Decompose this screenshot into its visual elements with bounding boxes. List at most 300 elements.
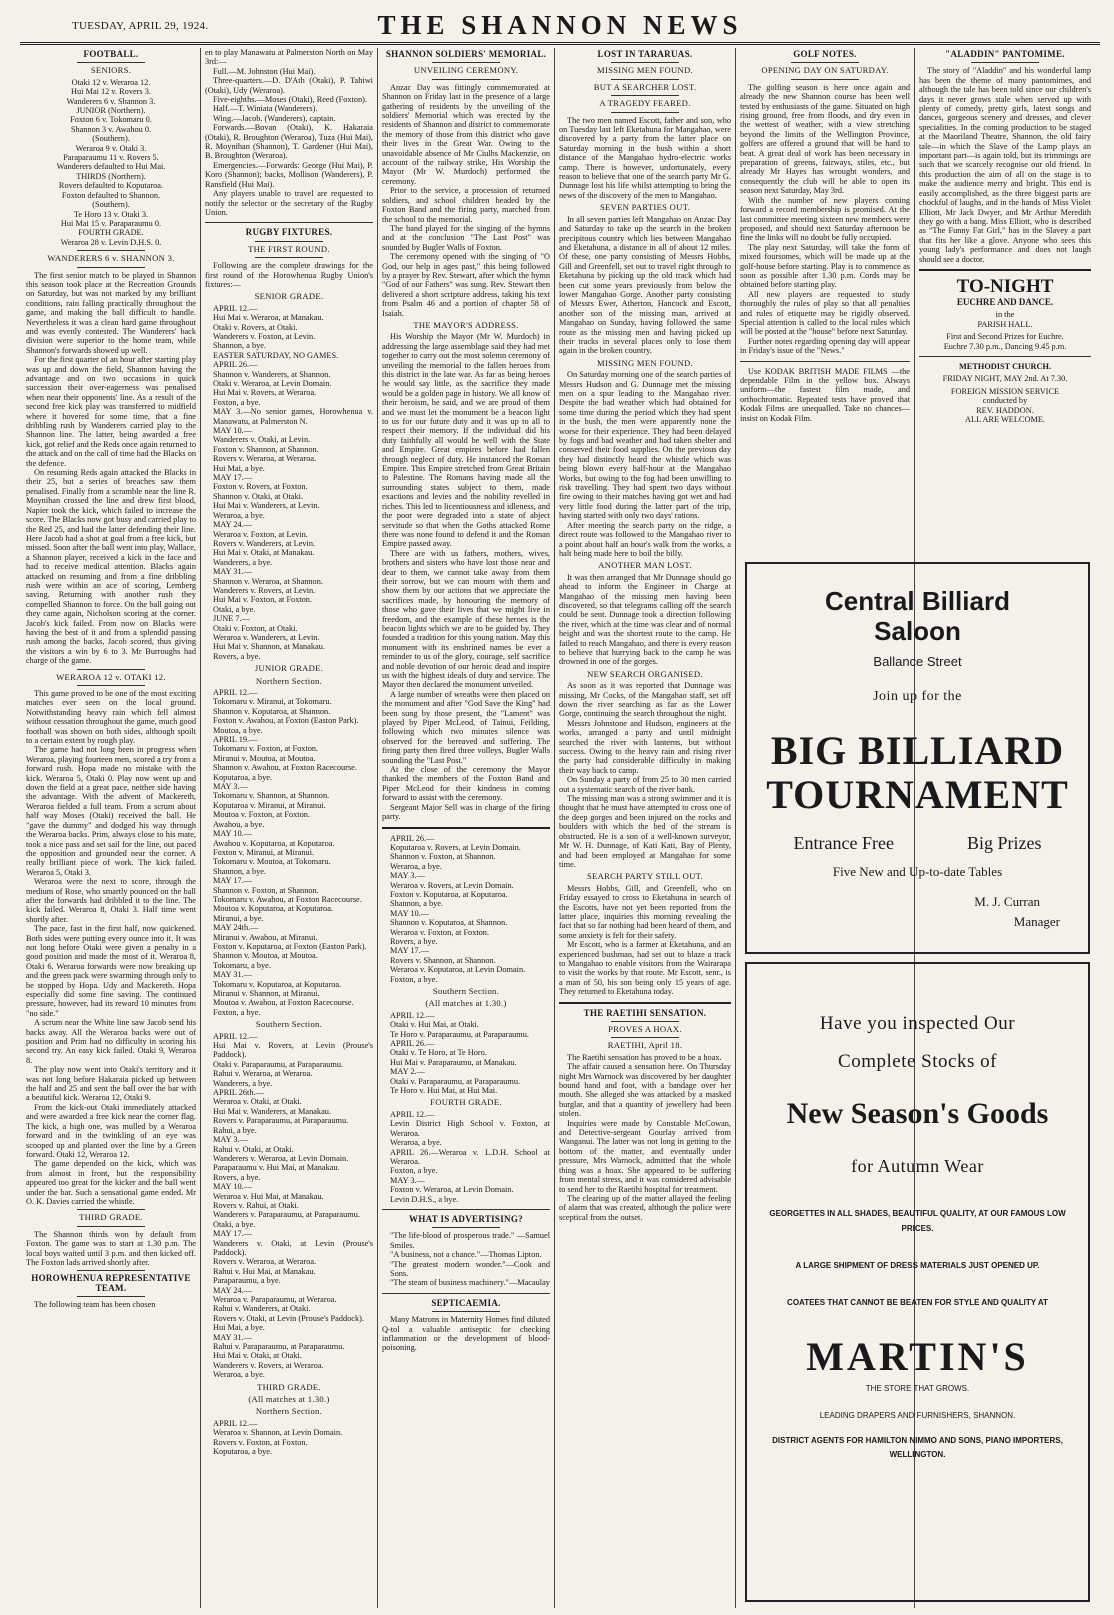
- football-heading: FOOTBALL.: [83, 49, 139, 59]
- fixture-line: Shannon v. Moutoa, at Moutoa.: [213, 951, 318, 961]
- fixture-line: Rovers v. Wanderers, at Levin.: [213, 538, 316, 548]
- fixture-line: Otaki v. Foxton, at Otaki.: [213, 623, 298, 633]
- fixtures-heading: RUGBY FIXTURES.: [245, 227, 333, 238]
- divider: [971, 62, 1040, 63]
- fixture-line: MAY 17.—: [213, 1229, 253, 1239]
- billiard-prizes: Big Prizes: [966, 833, 1042, 853]
- result-line: Wanderers defaulted to Hui Mai.: [56, 162, 166, 172]
- fixture-line: Foxton v. Miranui, at Miranui.: [213, 847, 315, 857]
- billiard-join: Join up for the: [873, 689, 962, 704]
- fixture-line: MAY 24.—: [213, 1285, 253, 1295]
- article-paragraph: Emergencies.—Forwards: George (Hui Mai), P. Koro (Shannon); backs, Mollison (Wanderers), P. Ransfield (Hui Mai).: [205, 160, 373, 189]
- fixture-line: Weraroa v. Hui Mai, at Manakau.: [213, 1191, 324, 1201]
- billiard-manager-name: M. J. Curran: [974, 894, 1040, 909]
- fixture-list: [382, 1110, 550, 1204]
- result-line: Te Horo 13 v. Otaki 3.: [73, 209, 149, 219]
- article-paragraph: The story of "Aladdin" and his wonderful lamp has been the theme of many pantomimes, and although the tale has been told since our children's days it never grows stale when served up with plenty of comedy, pretty girls, latest songs and dances, gorgeous scenery and dresses, and clever specialities. In the coming production to be staged at the Maoriland Theatre, Shannon, the old fairy tale—in which the Slave of the Lamp plays an important part—is again told, but its trimmings are such that we scarcely recognise our old friend. In this production the aim of all on the stage is to make the audience merry and bright. This end is easily accomplished, as the three biggest parts are chockful of laughs, and in the hands of Miss Violet Elliott, Mr Jack Dwyer, and Mr Arthur Meredith they go with a bang. Miss Elliott, who is described as "The Funny Fat Girl," has in the Slavey a part that fits her like a glove. Anyone who sees this young lady's performance and does not laugh should see a doctor.: [919, 66, 1091, 264]
- divider: [611, 112, 680, 113]
- section-heading: Northern Section.: [255, 1406, 323, 1417]
- quote-line: "The life-blood of prosperous trade." —Samuel Smiles.: [390, 1231, 550, 1250]
- church-heading: METHODIST CHURCH.: [958, 361, 1052, 371]
- fixture-line: APRIL 19.—: [213, 735, 258, 745]
- article-paragraph: Inquiries were made by Constable McCowan, and Detective-sergeant Gourlay arrived from Wanganui. The latter was not long in getting to the bottom of the matter, and eventually under pressure, Mrs Warnock, admitted that the whole thing was a hoax. She appeared to be suffering from mental stress, and it was considered advisable to send her to the Raetihi hospital for treatment.: [559, 1118, 731, 1194]
- masthead: [20, 6, 1100, 45]
- column-divider: [554, 48, 555, 1608]
- fixture-line: Weraroa v. Foxton, at Levin.: [213, 529, 308, 539]
- divider: [77, 669, 145, 670]
- fixture-line: Moutoa v. Awahou, at Foxton Racecourse.: [213, 998, 354, 1008]
- divider: [432, 1311, 499, 1312]
- fixture-line: Shannon v. Weraroa, at Shannon.: [213, 576, 323, 586]
- column-tararuas: [559, 48, 731, 1610]
- martins-autumn: for Autumn Wear: [851, 1156, 984, 1176]
- article-paragraph: On Saturday morning one of the search parties of Messrs Hudson and G. Dunnage met the missing men on a spur leading to the Mangahao river. Despite the bad weather which had obtained for some time during the period which they had spent in the bush, the men were apparently none the worse for their experience. They had been delayed by fogs and bad weather and had taken shelter and conserved their food supplies. On the previous day they had distinctly heard the whistle which was being blown every half-hour at the Mangahao Works, but owing to the fog had been unwilling to risk travelling. They had spent two days without fire owing to their matches having got wet and had very little food during the latter part of the trip, having started with only two days' rations.: [559, 370, 731, 521]
- fixture-line: APRIL 12.—: [390, 1109, 435, 1119]
- fixture-line: Tokomaru v. Awahou, at Foxton Racecourse.: [213, 894, 362, 904]
- fixture-line: Weraroa, a bye.: [390, 861, 442, 871]
- fixture-line: Foxton v. Rovers, at Foxton.: [213, 482, 308, 492]
- result-line: (Southern).: [92, 200, 130, 210]
- article-paragraph: Any players unable to travel are requested to notify the selector or the secretary of the Rugby Union.: [205, 189, 373, 217]
- fixture-line: Hui Mai v. Rovers, at Weraroa.: [213, 388, 317, 398]
- fixture-line: Foxton v. Weraroa, at Levin Domain.: [390, 1185, 514, 1195]
- fixture-line: Rahui v. Weraroa, at Weraroa.: [213, 1069, 313, 1079]
- fixture-line: Hui Mai v. Otaki, at Otaki.: [213, 1351, 302, 1361]
- article-paragraph: Mr Escott, who is a farmer at Eketahuna, and an experienced bushman, had set out to blaze a track to Mangahao to enable visitors from the Wairarapa to visit the works by that route. Mr Escott, senr., is a man of 50, his son being only 15 years of age. They returned to Eketahuna today.: [559, 940, 731, 997]
- newspaper-title: THE SHANNON NEWS: [377, 10, 743, 40]
- fixture-line: Weraroa v. Koputaroa, at Levin Domain.: [390, 965, 526, 975]
- article-paragraph: Wing.—Jacob. (Wanderers), captain.: [213, 113, 336, 123]
- kodak-notice: Use KODAK BRITISH MADE FILMS —the dependable Film in the yellow box. Always uniform—the fastest film made, and orthochromatic. Repeated tests have proved that Kodak Films are unequalled. Take no chances—insist on Kodak Film.: [740, 366, 910, 423]
- fixture-line: Weraroa v. Shannon, at Levin Domain.: [213, 1428, 343, 1438]
- fixture-line: APRIL 26.—: [390, 833, 435, 843]
- fixture-line: MAY 31.—: [213, 970, 253, 980]
- article-paragraph: On Sunday a party of from 25 to 30 men carried out a systematic search of the river bank.: [559, 775, 731, 794]
- fixture-line: Rovers v. Weraroa, at Weraroa.: [213, 1257, 317, 1267]
- fixture-line: MAY 3.—: [213, 1135, 248, 1145]
- article-paragraph: The two men named Escott, father and son, who on Tuesday last left Eketahuna for Mangahao, were discovered by a party from the latter place on Saturday morning in the bush within a short distance of the Mangahao hydro-electric works camp. There is however, unfortunately, every reason to believe that one of the search party Mr G. Dunnage lost his life whilst attempting to bring the news of the discovery of the men to Mangahao.: [559, 115, 731, 200]
- fixture-line: APRIL 26.—Weraroa v. L.D.H. School at Weraroa.: [390, 1147, 550, 1166]
- fixture-line: Miranui v. Awahou, at Miranui.: [213, 932, 318, 942]
- result-line: Foxton defaulted to Shannon.: [61, 190, 161, 200]
- martins-slogan: THE STORE THAT GROWS.: [865, 1384, 970, 1393]
- fixture-line: APRIL 12.—: [390, 1010, 435, 1020]
- fixture-line: Otaki, a bye.: [213, 1219, 256, 1229]
- divider: [255, 241, 322, 242]
- fixture-line: Koputaroa, a bye.: [213, 1447, 272, 1457]
- martins-agents: DISTRICT AGENTS FOR HAMILTON NIMMO AND SONS, PIANO IMPORTERS, WELLINGTON.: [772, 1436, 1063, 1459]
- martins-coatees: COATEES THAT CANNOT BE BEATEN FOR STYLE AND QUALITY AT: [787, 1298, 1048, 1307]
- article-paragraph: With the number of new players coming forward a record membership is promised. At the last committee meeting sixteen new members were proposed, and should next Saturday afternoon be fine the links will no doubt be fully occupied.: [740, 195, 910, 243]
- fixture-line: Tokomaru v. Moutoa, at Tokomaru.: [213, 857, 331, 867]
- result-line: Hui Mai 15 v. Paraparaumu 0.: [60, 218, 162, 228]
- martins-leading: LEADING DRAPERS AND FURNISHERS, SHANNON.: [819, 1411, 1016, 1420]
- divider: [77, 1226, 145, 1227]
- fixture-line: Weraroa v. Rovers, at Levin Domain.: [390, 880, 514, 890]
- fixture-line: Otaki v. Paraparaumu, at Paraparaumu.: [213, 1059, 344, 1069]
- subheading: SEARCH PARTY STILL OUT.: [586, 871, 704, 882]
- subheading: PROVES A HOAX.: [608, 1024, 682, 1034]
- fixture-line: Moutoa, a bye.: [213, 725, 263, 735]
- grade-heading: THIRD GRADE.: [257, 1381, 321, 1392]
- fixture-line: APRIL 12.—: [213, 688, 258, 697]
- fixture-line: Miranui v. Shannon, at Miranui.: [213, 989, 320, 998]
- divider: [77, 62, 145, 63]
- fixture-line: Rovers v. Shannon, at Shannon.: [390, 955, 496, 965]
- article-paragraph: At the close of the ceremony the Mayor thanked the members of the Foxton Band and Piper McLeod for their kindness in coming forward to assist with the ceremony.: [382, 765, 550, 803]
- result-line: FOURTH GRADE.: [78, 228, 144, 238]
- fixture-line: Weraroa v. Otaki, at Otaki.: [213, 1097, 302, 1107]
- fixture-line: MAY 17.—: [213, 473, 253, 483]
- column-football: [26, 48, 196, 1610]
- martins-georgettes: GEORGETTES IN ALL SHADES, BEAUTIFUL QUALITY, AT OUR FAMOUS LOW PRICES.: [769, 1209, 1066, 1233]
- fixture-line: Shannon, a bye.: [213, 866, 266, 876]
- article-paragraph: The golfing season is here once again and already the new Shannon course has been well tested by enthusiasts of the game. Situated on high rising ground, free from floods, and dry even in the wettest of weather, with a view stretching beyond the limits of the Wellington Province, golfers are offered a ground that will be hard to beat. A great deal of work has been necessary in preparation of greens, fairways, stiles, etc., but already Mr Hayes has wrought wonders, and consequently the club will be able to open its season next Saturday, May 3rd.: [740, 82, 910, 196]
- fixture-line: Wanderers v. Rovers, at Levin.: [213, 585, 316, 595]
- fixture-line: Shannon v. Otaki, at Otaki.: [213, 491, 304, 501]
- fixture-line: Otaki v. Te Horo, at Te Horo.: [390, 1048, 487, 1058]
- martins-line1: Have you inspected Our: [819, 1013, 1016, 1034]
- column-memorial: [382, 48, 550, 1610]
- fixture-line: Hui Mai v. Foxton, at Foxton.: [213, 595, 313, 605]
- divider: [432, 79, 499, 80]
- third-grade-heading: THIRD GRADE.: [79, 1212, 143, 1223]
- billiard-line1: Central Billiard: [825, 586, 1010, 616]
- article-paragraph: As soon as it was reported that Dunnage was missing, Mr Cocks, of the Mangahao staff, set off down the river searching as far as the Lower Gorge, continuing the search throughout the night.: [559, 681, 731, 719]
- church-time: FRIDAY NIGHT, MAY 2nd. At 7.30.: [942, 374, 1068, 384]
- article-paragraph: The first senior match to be played in Shannon this season took place at the Recreation Grounds on Saturday, but was not marked by any brilliant conditions, rain falling practically throughout the game, and making the ball difficult to handle. Nevertheless it was a clean hard game throughout and was evenly contested. The Wanderers' back division were superior to the home team, while Shannon's forwards showed up well.: [26, 270, 196, 355]
- fixture-line: Rovers v. Otaki, at Levin (Prouse's Paddock).: [213, 1313, 364, 1323]
- grade-heading: FOURTH GRADE.: [430, 1097, 502, 1108]
- martins-advert: [745, 962, 1090, 1602]
- column-fixtures: [205, 48, 373, 1610]
- dateline: RAETIHI, April 18.: [607, 1040, 683, 1051]
- tonight-venue: PARISH HALL.: [977, 319, 1033, 329]
- fixture-line: MAY 3.—: [390, 1175, 425, 1185]
- article-paragraph: Half.—T. Winiata (Wanderers).: [213, 104, 318, 114]
- issue-date: TUESDAY, APRIL 29, 1924.: [72, 20, 209, 32]
- fixture-line: Otaki v. Paraparaumu, at Paraparaumu.: [390, 1076, 521, 1086]
- fixture-line: Rovers, a bye.: [390, 936, 438, 946]
- fixture-line: Te Horo v. Paraparaumu, at Paraparaumu.: [390, 1029, 529, 1039]
- fixture-line: Shannon v. Wanderers, at Shannon.: [213, 369, 331, 379]
- fixture-line: Wanderers v. Rovers, at Weraroa.: [213, 1360, 324, 1370]
- fixture-line: Weraroa v. Paraparaumu, at Weraroa.: [213, 1295, 337, 1304]
- subheading: A TRAGEDY FEARED.: [599, 98, 691, 109]
- divider: [77, 250, 145, 251]
- result-line: JUNIOR (Northern).: [76, 106, 146, 116]
- section-note: (All matches at 1.30.): [248, 1394, 330, 1405]
- subheading: BUT A SEARCHER LOST.: [593, 81, 697, 92]
- fixture-line: Hui Mai v. Otaki, at Manakau.: [213, 548, 315, 558]
- tonight-prizes: First and Second Prizes for Euchre.: [946, 332, 1064, 342]
- fixture-line: Shannon v. Foxton, at Shannon.: [390, 852, 496, 862]
- result-line: Rovers defaulted to Koputaroa.: [58, 181, 164, 191]
- billiard-manager-title: Manager: [1013, 914, 1060, 929]
- fixture-list: [382, 834, 550, 985]
- fixture-line: Koputaroa, a bye.: [213, 772, 272, 782]
- fixture-line: Rovers v. Rahui, at Otaki.: [213, 1200, 299, 1210]
- divider: [559, 1002, 731, 1004]
- tonight-heading: TO-NIGHT: [956, 275, 1054, 297]
- article-paragraph: Following are the complete drawings for the first round of the Horowhenua Rugby Union's fixtures:—: [205, 261, 373, 289]
- divider: [77, 1296, 145, 1297]
- fixture-line: Hui Mai v. Shannon, at Manakau.: [213, 642, 325, 652]
- fixture-line: Rovers v. Weraroa, at Weraroa.: [213, 454, 317, 464]
- divider: [791, 79, 859, 80]
- memorial-subheading: UNVEILING CEREMONY.: [413, 65, 519, 76]
- article-paragraph: Further notes regarding opening day will appear in Friday's issue of the "News.": [740, 336, 910, 356]
- fixture-line: Awahou, a bye.: [213, 819, 265, 829]
- fixture-line: Wanderers v. Otaki, at Levin.: [213, 435, 311, 445]
- fixture-line: Levin District High School v. Foxton, at Weraroa.: [390, 1119, 550, 1138]
- fixture-line: MAY 2.—: [390, 1067, 425, 1077]
- match-heading: WERAROA 12 v. OTAKI 12.: [56, 671, 166, 682]
- church-rev: REV. HADDON.: [976, 405, 1034, 415]
- martins-name: MARTIN'S: [806, 1334, 1029, 1379]
- fixture-line: Rahui, a bye.: [213, 1125, 257, 1135]
- article-paragraph: The game had not long been in progress when Weraroa, playing fourteen men, scored a try from a forward rush. Hopa made no mistake with the kick. Weraroa 5, Otaki 0. Play now went up and down the field at a great pace, neither side having the advantage. With the advent of Mackereth, Weraroa fielded a full team. From a scrum about half way Moses (Otaki) received the ball. He "gave the dummy" and dodged his way through the Weraroa backs. Prim, always close to his mate, took a nice pass and set sail for the line, out paced the opposition and grounded near the corner. A really brilliant piece of work. The kick failed. Weraroa 5, Otaki 3.: [26, 745, 196, 877]
- subheading: MISSING MEN FOUND.: [597, 65, 693, 76]
- subheading: MISSING MEN FOUND.: [597, 357, 693, 368]
- quote-line: "A business, not a chance."—Thomas Lipton.: [390, 1250, 542, 1260]
- fixture-line: Miranui v. Moutoa, at Moutoa.: [213, 753, 316, 763]
- fixture-line: APRIL 26.—: [213, 360, 258, 370]
- divider: [611, 62, 680, 63]
- fixture-line: Levin D.H.S., a bye.: [390, 1194, 459, 1204]
- article-paragraph: Forwards.—Bovan (Otaki), K. Hakaraia (Otaki), R. Broughton (Weraroa), Tuza (Hui Mai), R. Moynihan (Shannon), T. Gardener (Hui Mai), B. Broughton (Weraroa).: [205, 123, 373, 161]
- article-paragraph: From the kick-out Otaki immediately attacked and were awarded a free kick near the corner flag. The kick, a high one, was mulled by a Weraroa forward and in the twinkling of an eye was scooped up and planted over the line by a Green forward. Otaki 12, Weraroa 12.: [26, 1102, 196, 1159]
- golf-subheading: OPENING DAY ON SATURDAY.: [761, 65, 889, 76]
- fixture-line: Rovers v. Foxton, at Foxton.: [213, 1437, 308, 1447]
- divider: [611, 95, 680, 96]
- fixture-line: Hui Mai v. Wanderers, at Levin.: [213, 501, 320, 511]
- tonight-in: in the: [995, 310, 1015, 320]
- article-paragraph: The following team has been chosen: [34, 1300, 156, 1310]
- fixture-line: Otaki v. Hui Mai, at Otaki.: [390, 1020, 479, 1030]
- article-paragraph: Prior to the service, a procession of returned soldiers, and school children headed by the Foxton Band and the firing party, marched from the school to the memorial.: [382, 186, 550, 224]
- fixture-line: Foxton v. Awahou, at Foxton (Easton Park).: [213, 716, 359, 726]
- fixture-line: Weraroa v. Wanderers, at Levin.: [213, 632, 320, 642]
- article-paragraph: The game depended on the kick, which was from almost in front, but the responsibility appeared too great for the kicker and the ball went under the bar. Such a sensational game ended. Mr O. K. Davies carried the whistle.: [26, 1159, 196, 1206]
- article-paragraph: It was then arranged that Mr Dunnage should go ahead to inform the Engineer in Charge at Mangahao of the missing men having been discovered, so that telegrams calling off the search could be sent. Dunnage took a direction following the river, which at the time was clear and of normal height and was the shortest route to the camp. He failed to reach Mangahao, and there is every reason to believe that hurrying back to the camp he was drowned in one of the gorges.: [559, 572, 731, 667]
- fixture-line: APRIL 12.—: [213, 1418, 258, 1428]
- fixture-list: [205, 1419, 373, 1457]
- article-paragraph: This game proved to be one of the most exciting matches ever seen on the local ground. Notwithstanding heavy rain which fell almost without cessation throughout the game, much good football was shown on both sides, although spoilt to a certain extent by rough play.: [26, 689, 196, 746]
- divider: [740, 361, 910, 362]
- article-paragraph: en to play Manawatu at Palmerston North on May 3rd:—: [205, 48, 373, 67]
- divider: [611, 1037, 680, 1038]
- fixture-line: MAY 31.—: [213, 1332, 253, 1342]
- fixture-line: Shannon v. Koputaroa, at Shannon.: [213, 706, 331, 716]
- subheading: SEVEN PARTIES OUT.: [599, 202, 691, 213]
- fixture-line: Rovers, a bye.: [213, 1172, 261, 1182]
- divider: [77, 1209, 145, 1210]
- fixture-line: Otaki v. Rovers, at Otaki.: [213, 322, 298, 332]
- result-line: THIRDS (Northern).: [76, 171, 146, 181]
- column-divider: [200, 48, 201, 1608]
- mayor-heading: THE MAYOR'S ADDRESS.: [413, 319, 519, 330]
- fixture-line: Shannon, a bye.: [213, 341, 266, 351]
- fixture-line: APRIL 12.—: [213, 1031, 258, 1041]
- fixture-line: Koputaroa v. Miranui, at Miranui.: [213, 800, 326, 810]
- article-paragraph: The clearing up of the matter allayed the feeling of alarm that was created, although the police were sceptical from the outset.: [559, 1193, 731, 1222]
- article-paragraph: The affair caused a sensation here. On Thursday night Mrs Warnock was discovered by her daughter bound hand and foot, with a bandage over her mouth. She alleged she was attacked by a masked burglar, and that a quantity of jewellery had been stolen.: [559, 1062, 731, 1119]
- fixture-line: Shannon v. Foxton, at Shannon.: [213, 885, 319, 895]
- fixture-line: Foxton v. Shannon, at Shannon.: [213, 444, 319, 454]
- fixture-line: Hui Mai v. Weraroa, at Manakau.: [213, 313, 324, 323]
- article-paragraph: Full.—M. Johnston (Hui Mai).: [213, 66, 316, 76]
- section-heading: Southern Section.: [432, 986, 500, 996]
- martins-dress: A LARGE SHIPMENT OF DRESS MATERIALS JUST OPENED UP.: [795, 1261, 1040, 1270]
- fixture-line: Paraparaumu, a bye.: [213, 1276, 281, 1286]
- article-paragraph: On resuming Reds again attacked the Blacks in their 25, but a series of breaches saw them penalised. Finally from a scramble near the line R. Moynihan crossed the line and drew first blood, Napier took the kick, which failed to increase the score. The Blacks now got busy and carried play to the Red 25, and had the latter defending their line. Here Jacob had a shot at goal from a free kick, but missed. Soon after the ball went into play, Wallace, a Shannon player, received a kick in the face and had to receive medical attention. Blacks again attacked on resuming and from a fine dribbling rush were within an ace of scoring, Lemberg saving. Returning with another rush they compelled Shannon to force. On the ball going out they came again, Nicholson scoring at the corner. Jacob's kick failed. From now on Blacks were having the best of it and from a splendid passing rush among the backs, Jacob scored, thus giving the visitors a win by 6 to 3. Mr Burroughs had charge of the game.: [26, 468, 196, 666]
- fixture-line: MAY 31.—: [213, 567, 253, 577]
- fixture-line: Shannon v. Awahou, at Foxton Racecourse.: [213, 763, 357, 773]
- fixture-line: Hui Mai, a bye.: [213, 463, 265, 473]
- column-pantomime: [919, 48, 1091, 488]
- fixture-line: Weraroa, a bye.: [390, 1138, 442, 1148]
- fixture-line: Rahui v. Otaki, at Otaki.: [213, 1144, 294, 1154]
- tonight-subheading: EUCHRE AND DANCE.: [956, 296, 1054, 307]
- article-paragraph: His Worship the Mayor (Mr W. Murdoch) in addressing the large assemblage said they had met together to carry out the most solemn ceremony of unveiling the memorial to the fallen heroes from this district in the late war. As far as being heroes he would say little, as the sacrifice they made would be a golden page in history. We all know of their heroism, he said, and we are proud of them and we must let the monument be a beacon light to us for our future duty and it was up to all to respect their memory. If the individual did his duty faithfully all would be well with the State and Empire. Great empires before had fallen through neglect of duty. He instanced the Roman Empire. This Empire stretched from Great Britain to Palestine. The Romans having made all the surrounding states subject to them, made exactions and levies and the nobility revelled in riches. This led to licentiousness and idleness, and the poor were degraded into a state of abject servitude so that when the Goths attacked Rome there was none found to defend it and the Roman Empire passed away.: [382, 332, 550, 549]
- fixture-line: Foxton, a bye.: [390, 974, 438, 984]
- fixture-line: Tokomaru v. Miranui, at Tokomaru.: [213, 697, 332, 707]
- tararuas-heading: LOST IN TARARUAS.: [597, 49, 693, 59]
- divider: [432, 62, 499, 63]
- fixture-line: Wanderers, a bye.: [213, 557, 273, 567]
- article-paragraph: Three-quarters.—D. D'Ath (Otaki), P. Tahiwi (Otaki), Udy (Weraroa).: [205, 76, 373, 95]
- billiard-entrance: Entrance Free: [793, 833, 894, 853]
- column-divider: [377, 48, 378, 1608]
- article-paragraph: The play next Saturday, will take the form of mixed foursomes, which will be made up at the golf-house before starting. Play is to commence as soon as possible after 1.30 p.m. Cords may be obtained before starting play.: [740, 242, 910, 290]
- fixture-line: Wanderers v. Foxton, at Levin.: [213, 331, 316, 341]
- martins-new-season: New Season's Goods: [786, 1097, 1049, 1130]
- martins-line2: Complete Stocks of: [838, 1051, 997, 1072]
- divider: [205, 222, 373, 223]
- divider: [611, 79, 680, 80]
- divider: [432, 1227, 499, 1228]
- fixture-line: MAY 3.—No senior games, Horowhenua v. Manawatu, at Palmerston N.: [213, 407, 373, 426]
- fixture-line: Weraroa, a bye.: [213, 1370, 265, 1380]
- fixture-line: Foxton, a bye.: [213, 397, 261, 407]
- quote-list: [382, 1231, 550, 1287]
- article-paragraph: There are with us fathers, mothers, wives, brothers and sisters who have lost those near and dear to them, we cannot take away from them their sorrow, but we can mourn with them and show them by our actions that we appreciate the sacrifices made, by honouring the memory of those who gave their lives that we might live in freedom, and the example of these heroes is the beacon lights which we are to be guided by. They founded a tradition for this young nation. May this monument with its enshrined names be ever a reminder to us of the glory, courage, self sacrifice and noble devotion of our heroic dead and inspire us with the highest ideals of duty and service. The Mayor then declared the monument unveiled.: [382, 548, 550, 690]
- billiard-line2: Saloon: [874, 616, 961, 646]
- article-paragraph: After meeting the search party on the ridge, a direct route was followed to the Mangahao river to a point about half an hour's walk from the works, a halt being made here to boil the billy.: [559, 520, 731, 558]
- fixture-line: Hui Mai, a bye.: [213, 1323, 265, 1333]
- divider: [77, 685, 145, 686]
- results-list: [26, 78, 196, 247]
- article-paragraph: Messrs Johnstone and Hudson, engineers at the works, arranged a party and until midnight searched the river with lanterns, but without success. Owing to the heavy rain and rising river the party had considerable difficulty in making their way back to camp.: [559, 718, 731, 775]
- fixture-line: Wanderers v. Weraroa, at Levin Domain.: [213, 1153, 349, 1163]
- fixture-line: Foxton v. Koputaroa, at Koputaroa.: [390, 889, 508, 899]
- fixture-line: Shannon v. Koputaroa, at Shannon.: [390, 918, 508, 928]
- divider: [611, 1021, 680, 1022]
- fixture-line: MAY 10.—: [213, 426, 253, 436]
- quote-line: "The steam of business machinery."—Macaulay: [390, 1278, 550, 1288]
- church-by: conducted by: [982, 396, 1028, 406]
- result-line: Weraroa 9 v. Otaki 3.: [75, 143, 147, 153]
- divider: [77, 1270, 145, 1271]
- article-paragraph: Anzac Day was fittingly commemorated at Shannon on Friday last in the presence of a large gathering of residents by the unveiling of the soldiers' Memorial which was erected by the residents of Shannon and district to commemorate the memory of those from this district who gave their lives in the Great War. Owing to the unavoidable absence of Mr Ciulhs Mackenzie, on account of the railway strike, His Worship the Mayor (Mr W. Murdoch) performed the ceremony.: [382, 82, 550, 186]
- article-paragraph: Messrs Hobbs, Gill, and Greenfell, who on Friday essayed to cross to Eketahuna in search of the Escotts, have not yet been reported from the latter place, inquiries this morning revealing the fact that so far nothing had been heard of them, and some anxiety is felt for their safety.: [559, 883, 731, 940]
- fixture-line: Weraroa v. Foxton, at Foxton.: [390, 927, 490, 937]
- fixture-line: MAY 3.—: [213, 782, 248, 792]
- fixture-line: Moutoa v. Foxton, at Foxton.: [213, 810, 310, 820]
- result-line: (Southern).: [92, 134, 130, 144]
- billiard-tournament: TOURNAMENT: [766, 772, 1069, 817]
- divider: [255, 257, 322, 258]
- section-heading: Southern Section.: [255, 1019, 323, 1030]
- fixture-line: MAY 10.—: [213, 829, 253, 839]
- fixture-line: Tokomaru v. Koputaroa, at Koputaroa.: [213, 979, 342, 989]
- advertising-heading: WHAT IS ADVERTISING?: [409, 1213, 523, 1224]
- fixture-line: Tokomaru, a bye.: [213, 960, 271, 970]
- article-paragraph: Sergeant Major Sell was in charge of the firing party.: [382, 802, 550, 822]
- divider: [919, 356, 1091, 357]
- fixture-line: APRIL 12.—: [213, 303, 258, 313]
- article-paragraph: The missing man was a strong swimmer and it is thought that he must have attempted to cross one of the deep gorges and been injured on the rocks and boulders with which the bed of the stream is obstructed. He is a son of a well-known surveyor, Mr W. H. Dunnage, of Kati Kati, Bay of Plenty, and had been employed at Mangahao for some time.: [559, 794, 731, 869]
- raetihi-heading: THE RAETIHI SENSATION.: [583, 1007, 707, 1018]
- fixture-line: Tokomaru v. Shannon, at Shannon.: [213, 791, 330, 801]
- fixture-list: [205, 688, 373, 1017]
- result-line: Foxton 6 v. Tokomaru 0.: [70, 115, 152, 125]
- fixture-list: [205, 304, 373, 661]
- result-line: Hui Mai 12 v. Rovers 3.: [71, 87, 151, 97]
- memorial-heading: SHANNON SOLDIERS' MEMORIAL.: [385, 49, 547, 59]
- fixture-line: Rovers, a bye.: [213, 651, 261, 661]
- result-line: Weraroa 28 v. Levin D.H.S. 0.: [60, 237, 162, 247]
- fixture-line: MAY 10.—: [390, 908, 430, 918]
- column-golf: [740, 48, 910, 488]
- seniors-heading: SENIORS.: [90, 65, 132, 76]
- fixture-line: Rovers v. Paraparaumu, at Paraparaumu.: [213, 1116, 349, 1126]
- fixture-line: Otaki v. Weraroa, at Levin Domain.: [213, 379, 332, 388]
- result-line: Paraparaumu 11 v. Rovers 5.: [63, 153, 159, 163]
- fixture-line: Wanderers v. Otaki, at Levin (Prouse's Paddock).: [213, 1238, 373, 1257]
- fixture-list: [205, 1032, 373, 1380]
- fixture-line: Hui Mai v. Paraparaumu, at Manakau.: [390, 1057, 517, 1067]
- fixture-line: EASTER SATURDAY, NO GAMES.: [213, 350, 339, 360]
- billiard-tables: Five New and Up-to-date Tables: [832, 864, 1003, 879]
- fixture-line: Paraparaumu v. Hui Mai, at Manakau.: [213, 1163, 340, 1173]
- article-paragraph: For the first quarter of an hour after starting play was up and down the field, Shannon having the advantage and on two occasions in quick succession their over-eagerness was penalised when near their opponents' line. As a result of the second free kick play was transferred to midfield where it hovered for some time, that a fine dribbling rush by Wanderers carried play to the Shannon line. The latter, being awarded a free kick, got relief and the Reds once again returned to the attack and on the call of time had the Blacks on the defence.: [26, 355, 196, 468]
- fixture-line: Foxton, a bye.: [390, 1166, 438, 1176]
- fixture-line: APRIL 26.—: [390, 1039, 435, 1049]
- fixture-line: MAY 17.—: [390, 946, 430, 956]
- fixture-line: Otaki, a bye.: [213, 604, 256, 614]
- fixture-line: Awahou v. Koputaroa, at Koputaroa.: [213, 838, 335, 848]
- fixture-line: Rahui v. Wanderers, at Otaki.: [213, 1304, 311, 1314]
- billiard-advert: [745, 562, 1090, 954]
- fixture-line: Wanderers, a bye.: [213, 1078, 273, 1088]
- church-service: FOREIGN MISSION SERVICE: [950, 386, 1060, 396]
- article-paragraph: The band played for the singing of the hymns and at the conclusion "The Last Post" was sounded by Bugler Walls of Foxton.: [382, 223, 550, 252]
- divider: [919, 269, 1091, 271]
- fixture-line: Shannon, a bye.: [390, 899, 443, 909]
- church-welcome: ALL ARE WELCOME.: [965, 415, 1045, 424]
- fixture-line: Koputaroa v. Rovers, at Levin Domain.: [390, 842, 521, 852]
- septicaemia-heading: SEPTICAEMIA.: [431, 1297, 501, 1308]
- billiard-entry-row: [747, 833, 1088, 854]
- fixture-line: APRIL 26th.—: [213, 1088, 264, 1098]
- divider: [791, 62, 859, 63]
- fixture-line: Miranui, a bye.: [213, 913, 264, 923]
- column-divider: [735, 48, 736, 1608]
- grade-heading: JUNIOR GRADE.: [254, 663, 324, 674]
- section-note: (All matches at 1.30.): [425, 998, 507, 1009]
